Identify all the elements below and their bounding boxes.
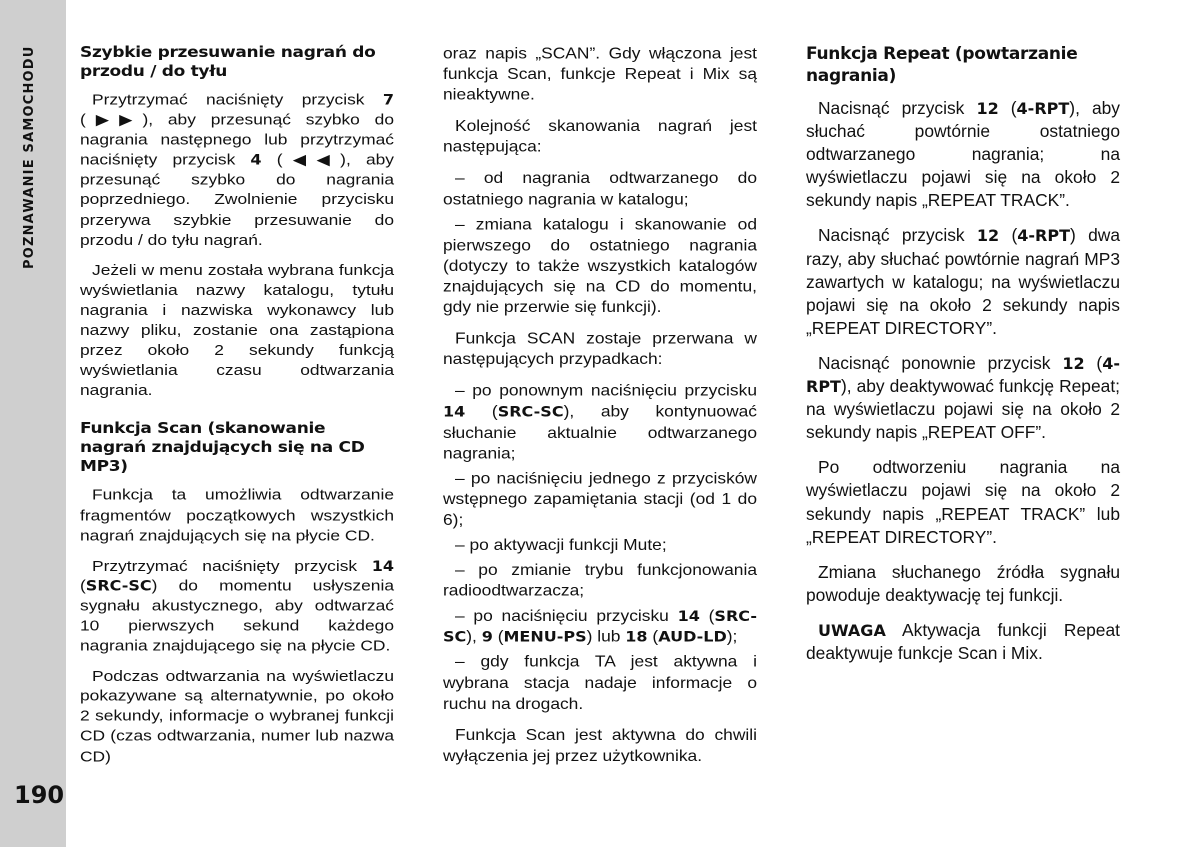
text-run: ( <box>492 627 504 646</box>
text-run: Nacisnąć przycisk <box>818 98 977 118</box>
button-name: SRC-SC <box>85 577 152 594</box>
text-run: Nacisnąć ponownie przycisk <box>818 352 1063 373</box>
button-name: 4-RPT <box>1016 99 1070 118</box>
heading-repeat: Funkcja Repeat (powtarzanie nagrania) <box>806 44 1078 86</box>
column-3 <box>806 43 1120 677</box>
button-number: 9 <box>481 628 493 646</box>
text-run: ), aby kontynuować słuchanie aktualnie odtwarzanego nagrania; <box>443 402 757 462</box>
text-run: (▶▶), aby przesunąć szybko do nagrania następnego lub przytrzymać naciśnięty przycisk <box>80 110 394 169</box>
heading-scan: Funkcja Scan (skanowanie nagrań znajdujących się na CD MP3) <box>80 420 365 476</box>
column-1 <box>80 43 394 777</box>
paragraph-scan-activate <box>80 556 394 656</box>
list-item <box>443 381 757 464</box>
text-run: ) do momentu usłyszenia sygnału akustycznego, aby odtwarzać 10 pierwszych sekund każdego nagrania znajdującego się na płycie CD. <box>80 576 394 654</box>
text-run: Przytrzymać naciśnięty przycisk <box>92 90 383 108</box>
paragraph-note <box>806 619 1120 665</box>
button-number: 12 <box>976 226 1000 246</box>
text-run: – po ponownym naciśnięciu przycisku <box>455 381 757 400</box>
text-run: ) dwa razy, aby słuchać powtórnie nagrań MP3 zawartych w katalogu; na wyświetlaczu pojawi się na około 2 sekundy napis „REPEAT DIRECTORY”. <box>806 225 1121 338</box>
page-number: 190 <box>14 781 65 809</box>
text-run: ); <box>726 627 738 646</box>
text-run: Przytrzymać naciśnięty przycisk <box>92 556 372 574</box>
button-name: MENU-PS <box>503 628 587 646</box>
paragraph-scan-interrupt: Funkcja SCAN zostaje przerwana w następujących przypadkach: <box>443 329 757 369</box>
paragraph-scan-display: Podczas odtwarzania na wyświetlaczu pokazywane są alternatywnie, po około 2 sekundy, informacje o wybranej funkcji CD (czas odtwarzania, numer lub nazwa CD) <box>80 667 394 765</box>
paragraph-scan-order: Kolejność skanowania nagrań jest następująca: <box>443 116 757 156</box>
section-label: POZNAWANIE SAMOCHODU <box>22 45 37 269</box>
button-number: 14 <box>677 607 700 625</box>
paragraph-repeat-track <box>806 97 1120 212</box>
paragraph-repeat-off <box>806 352 1120 444</box>
button-number: 7 <box>382 91 394 108</box>
text-run: ( <box>647 627 659 646</box>
heading-fast-forward: Szybkie przesuwanie nagrań do przodu / do tyłu <box>80 43 376 81</box>
button-number: 4 <box>250 151 262 169</box>
paragraph-repeat-directory <box>806 224 1120 339</box>
paragraph-scan-active: Funkcja Scan jest aktywna do chwili wyłączenia jej przez użytkownika. <box>443 725 757 765</box>
text-run: ), aby słuchać powtórnie ostatniego odtwarzanego nagrania; na wyświetlaczu pojawi się na około 2 sekundy napis „REPEAT TRACK”. <box>806 98 1120 211</box>
text-run: Aktywacja funkcji Repeat deaktywuje funkcje Scan i Mix. <box>806 619 1120 663</box>
text-run: ( <box>999 225 1018 246</box>
text-run: ), aby deaktywować funkcję Repeat; na wyświetlaczu pojawi się na około 2 sekundy napis „REPEAT OFF”. <box>806 376 1120 443</box>
paragraph-scan-intro: Funkcja ta umożliwia odtwarzanie fragmentów początkowych wszystkich nagrań znajdujących się na płycie CD. <box>80 486 394 544</box>
button-number: 12 <box>1062 353 1085 373</box>
text-run: – po naciśnięciu przycisku <box>455 606 678 625</box>
button-name: SRC-SC <box>443 607 758 646</box>
paragraph-scan-continued: oraz napis „SCAN”. Gdy włączona jest funkcja Scan, funkcje Repeat i Mix są nieaktywne. <box>443 43 757 104</box>
text-run: ) lub <box>586 627 626 646</box>
paragraph-repeat-after: Po odtworzeniu nagrania na wyświetlaczu pojawi się na około 2 sekundy napis „REPEAT TRACK” lub „REPEAT DIRECTORY”. <box>806 457 1120 547</box>
text-run: ( <box>699 606 715 625</box>
list-item: – po naciśnięciu jednego z przycisków wstępnego zapamiętania stacji (od 1 do 6); <box>443 468 757 529</box>
column-2 <box>443 43 757 777</box>
button-number: 18 <box>625 628 648 646</box>
list-item: – po aktywacji funkcji Mute; <box>455 535 667 554</box>
button-name: 4-RPT <box>1017 226 1071 246</box>
paragraph-fast-forward <box>80 90 394 250</box>
paragraph-source-change: Zmiana słuchanego źródła sygnału powoduje deaktywację tej funkcji. <box>806 561 1120 605</box>
text-run: ), <box>466 627 482 646</box>
list-item <box>443 606 757 647</box>
text-run: ( <box>465 402 498 421</box>
text-run: ( <box>1084 352 1103 373</box>
paragraph-menu-display: Jeżeli w menu została wybrana funkcja wyświetlania nazwy katalogu, tytułu nagrania i nazwiska wykonawcy lub nazwy pliku, zostanie ona zastąpiona przez około 2 sekundy funkcją wyświetlania czasu odtwarzania nagrania. <box>80 261 394 399</box>
list-item: – od nagrania odtwarzanego do ostatniego nagrania w katalogu; <box>443 169 757 208</box>
button-name: 4-RPT <box>806 353 1120 397</box>
sidebar-strip <box>0 0 66 847</box>
button-name: AUD-LD <box>658 628 727 646</box>
button-number: 14 <box>443 403 466 421</box>
text-run: (◀◀), aby przesunąć szybko do nagrania poprzedniego. Zwolnienie przycisku przerywa szybkie przesuwanie do przodu / do tyłu nagrań. <box>80 150 394 249</box>
text-run: Nacisnąć przycisk <box>818 225 977 246</box>
button-number: 12 <box>976 99 999 118</box>
list-item: – gdy funkcja TA jest aktywna i wybrana stacja nadaje informacje o ruchu na drogach. <box>443 652 757 713</box>
button-name: SRC-SC <box>497 403 564 421</box>
list-item: – zmiana katalogu i skanowanie od pierwszego do ostatniego nagrania (dotyczy to także wszystkich katalogów znajdujących się na CD do momentu, gdy nie przerwie się funkcji). <box>443 214 757 316</box>
list-item: – po zmianie trybu funkcjonowania radioodtwarzacza; <box>443 560 757 600</box>
text-run: ( <box>80 576 86 594</box>
button-number: 14 <box>371 557 394 574</box>
text-run: ( <box>998 98 1017 118</box>
note-label: UWAGA <box>818 620 886 640</box>
